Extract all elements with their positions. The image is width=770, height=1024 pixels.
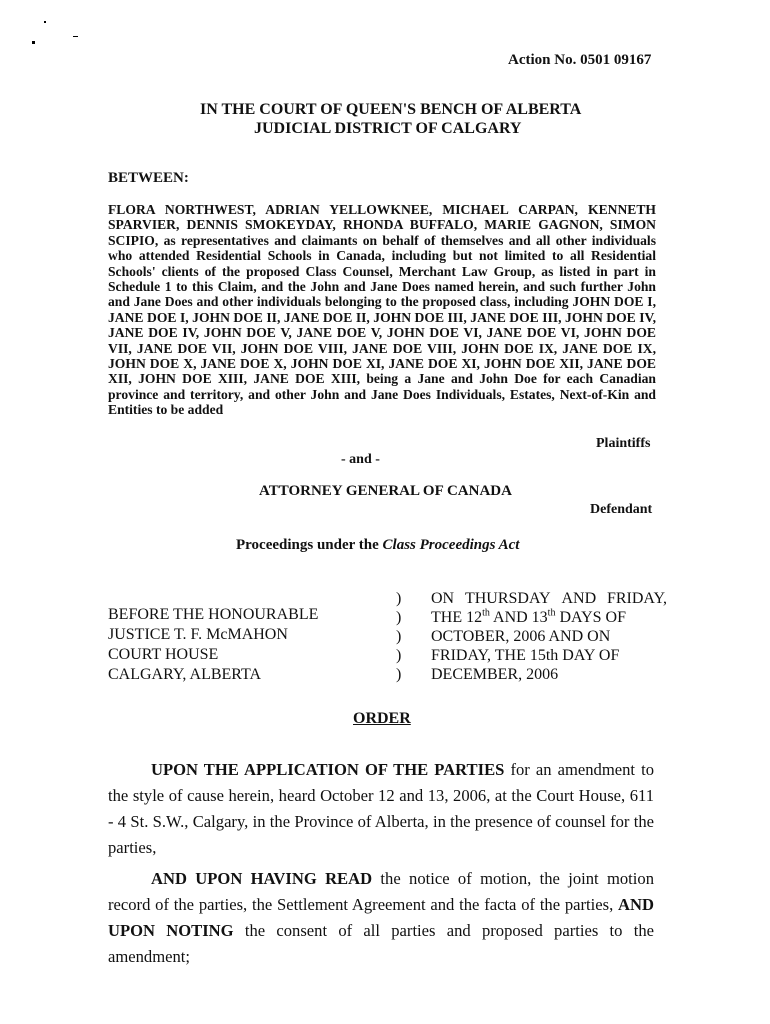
plaintiffs-list: FLORA NORTHWEST, ADRIAN YELLOWKNEE, MICHAEL CARPAN, KENNETH SPARVIER, DENNIS SMOKEYDAY, RHONDA BUFFALO, MARIE GAGNON, SIMON SCIPIO, as representatives and claimants on behalf of themselves and all other individuals who attended Residential Schools in Canada, including but not limited to all Residential Schools' clients of the proposed Class Counsel, Merchant Law Group, as listed in part in Schedule 1 to this Claim, and the John and Jane Does named herein, and such further John and Jane Does and other individuals belonging to the proposed class, including JOHN DOE I, JANE DOE I, JOHN DOE II, JANE DOE II, JOHN DOE III, JANE DOE III, JOHN DOE IV, JANE DOE IV, JOHN DOE V, JANE DOE V, JOHN DOE VI, JANE DOE VI, JOHN DOE VII, JANE DOE VII, JOHN DOE VIII, JANE DOE VIII, JOHN DOE IX, JANE DOE IX, JOHN DOE X, JANE DOE X, JOHN DOE XI, JANE DOE XI, JOHN DOE XII, JANE DOE XII, JOHN DOE XIII, JANE DOE XIII, being a Jane and John Doe for each Canadian province and territory, and other John and Jane Does Individuals, Estates, Next-of-Kin and Entities to be added bbox=[108, 202, 656, 418]
court-name: IN THE COURT OF QUEEN'S BENCH OF ALBERTA bbox=[200, 101, 582, 118]
order-heading: ORDER bbox=[353, 710, 411, 727]
bench-line: BEFORE THE HONOURABLE bbox=[108, 606, 319, 623]
action-number: Action No. 0501 09167 bbox=[508, 52, 652, 68]
date-line: DECEMBER, 2006 bbox=[431, 666, 559, 683]
plaintiffs-label: Plaintiffs bbox=[596, 436, 651, 451]
defendant-name: ATTORNEY GENERAL OF CANADA bbox=[259, 483, 512, 499]
date-line: FRIDAY, THE 15th DAY OF bbox=[431, 647, 620, 664]
date-line: OCTOBER, 2006 AND ON bbox=[431, 628, 611, 645]
bracket: ) bbox=[396, 590, 402, 607]
date-line: ON THURSDAY AND FRIDAY, bbox=[431, 590, 667, 607]
scan-speck bbox=[73, 36, 78, 37]
scan-speck bbox=[32, 41, 35, 44]
defendant-label: Defendant bbox=[590, 502, 653, 517]
date-line: THE 12th AND 13th DAYS OF bbox=[431, 607, 626, 626]
order-paragraph-upon-reading: AND UPON HAVING READ the notice of motion, the joint motion record of the parties, the Settlement Agreement and the facta of the parties, AND UPON NOTING the consent of all parties and proposed parties to the amendment; bbox=[108, 869, 654, 966]
bracket: ) bbox=[396, 609, 402, 626]
bracket-column bbox=[396, 589, 401, 684]
bracket: ) bbox=[396, 628, 402, 645]
bracket: ) bbox=[396, 647, 402, 664]
judicial-district: JUDICIAL DISTRICT OF CALGARY bbox=[254, 120, 522, 137]
act-name: Class Proceedings Act bbox=[382, 537, 520, 553]
hearing-dates bbox=[431, 589, 667, 684]
proceedings-prefix: Proceedings under the bbox=[236, 537, 383, 553]
between-label: BETWEEN: bbox=[108, 170, 189, 186]
scan-speck bbox=[44, 21, 46, 23]
bracket: ) bbox=[396, 666, 402, 683]
proceedings-line bbox=[236, 537, 519, 554]
and-separator: - and - bbox=[341, 452, 380, 467]
bench-line: CALGARY, ALBERTA bbox=[108, 666, 262, 683]
order-paragraph-application: UPON THE APPLICATION OF THE PARTIES for an amendment to the style of cause herein, heard October 12 and 13, 2006, at the Court House, 611 - 4 St. S.W., Calgary, in the Province of Alberta, in the presence of counsel for the parties, bbox=[108, 760, 654, 857]
bench-block bbox=[108, 605, 318, 685]
bench-line: JUSTICE T. F. McMAHON bbox=[108, 626, 288, 643]
bench-line: COURT HOUSE bbox=[108, 646, 219, 663]
